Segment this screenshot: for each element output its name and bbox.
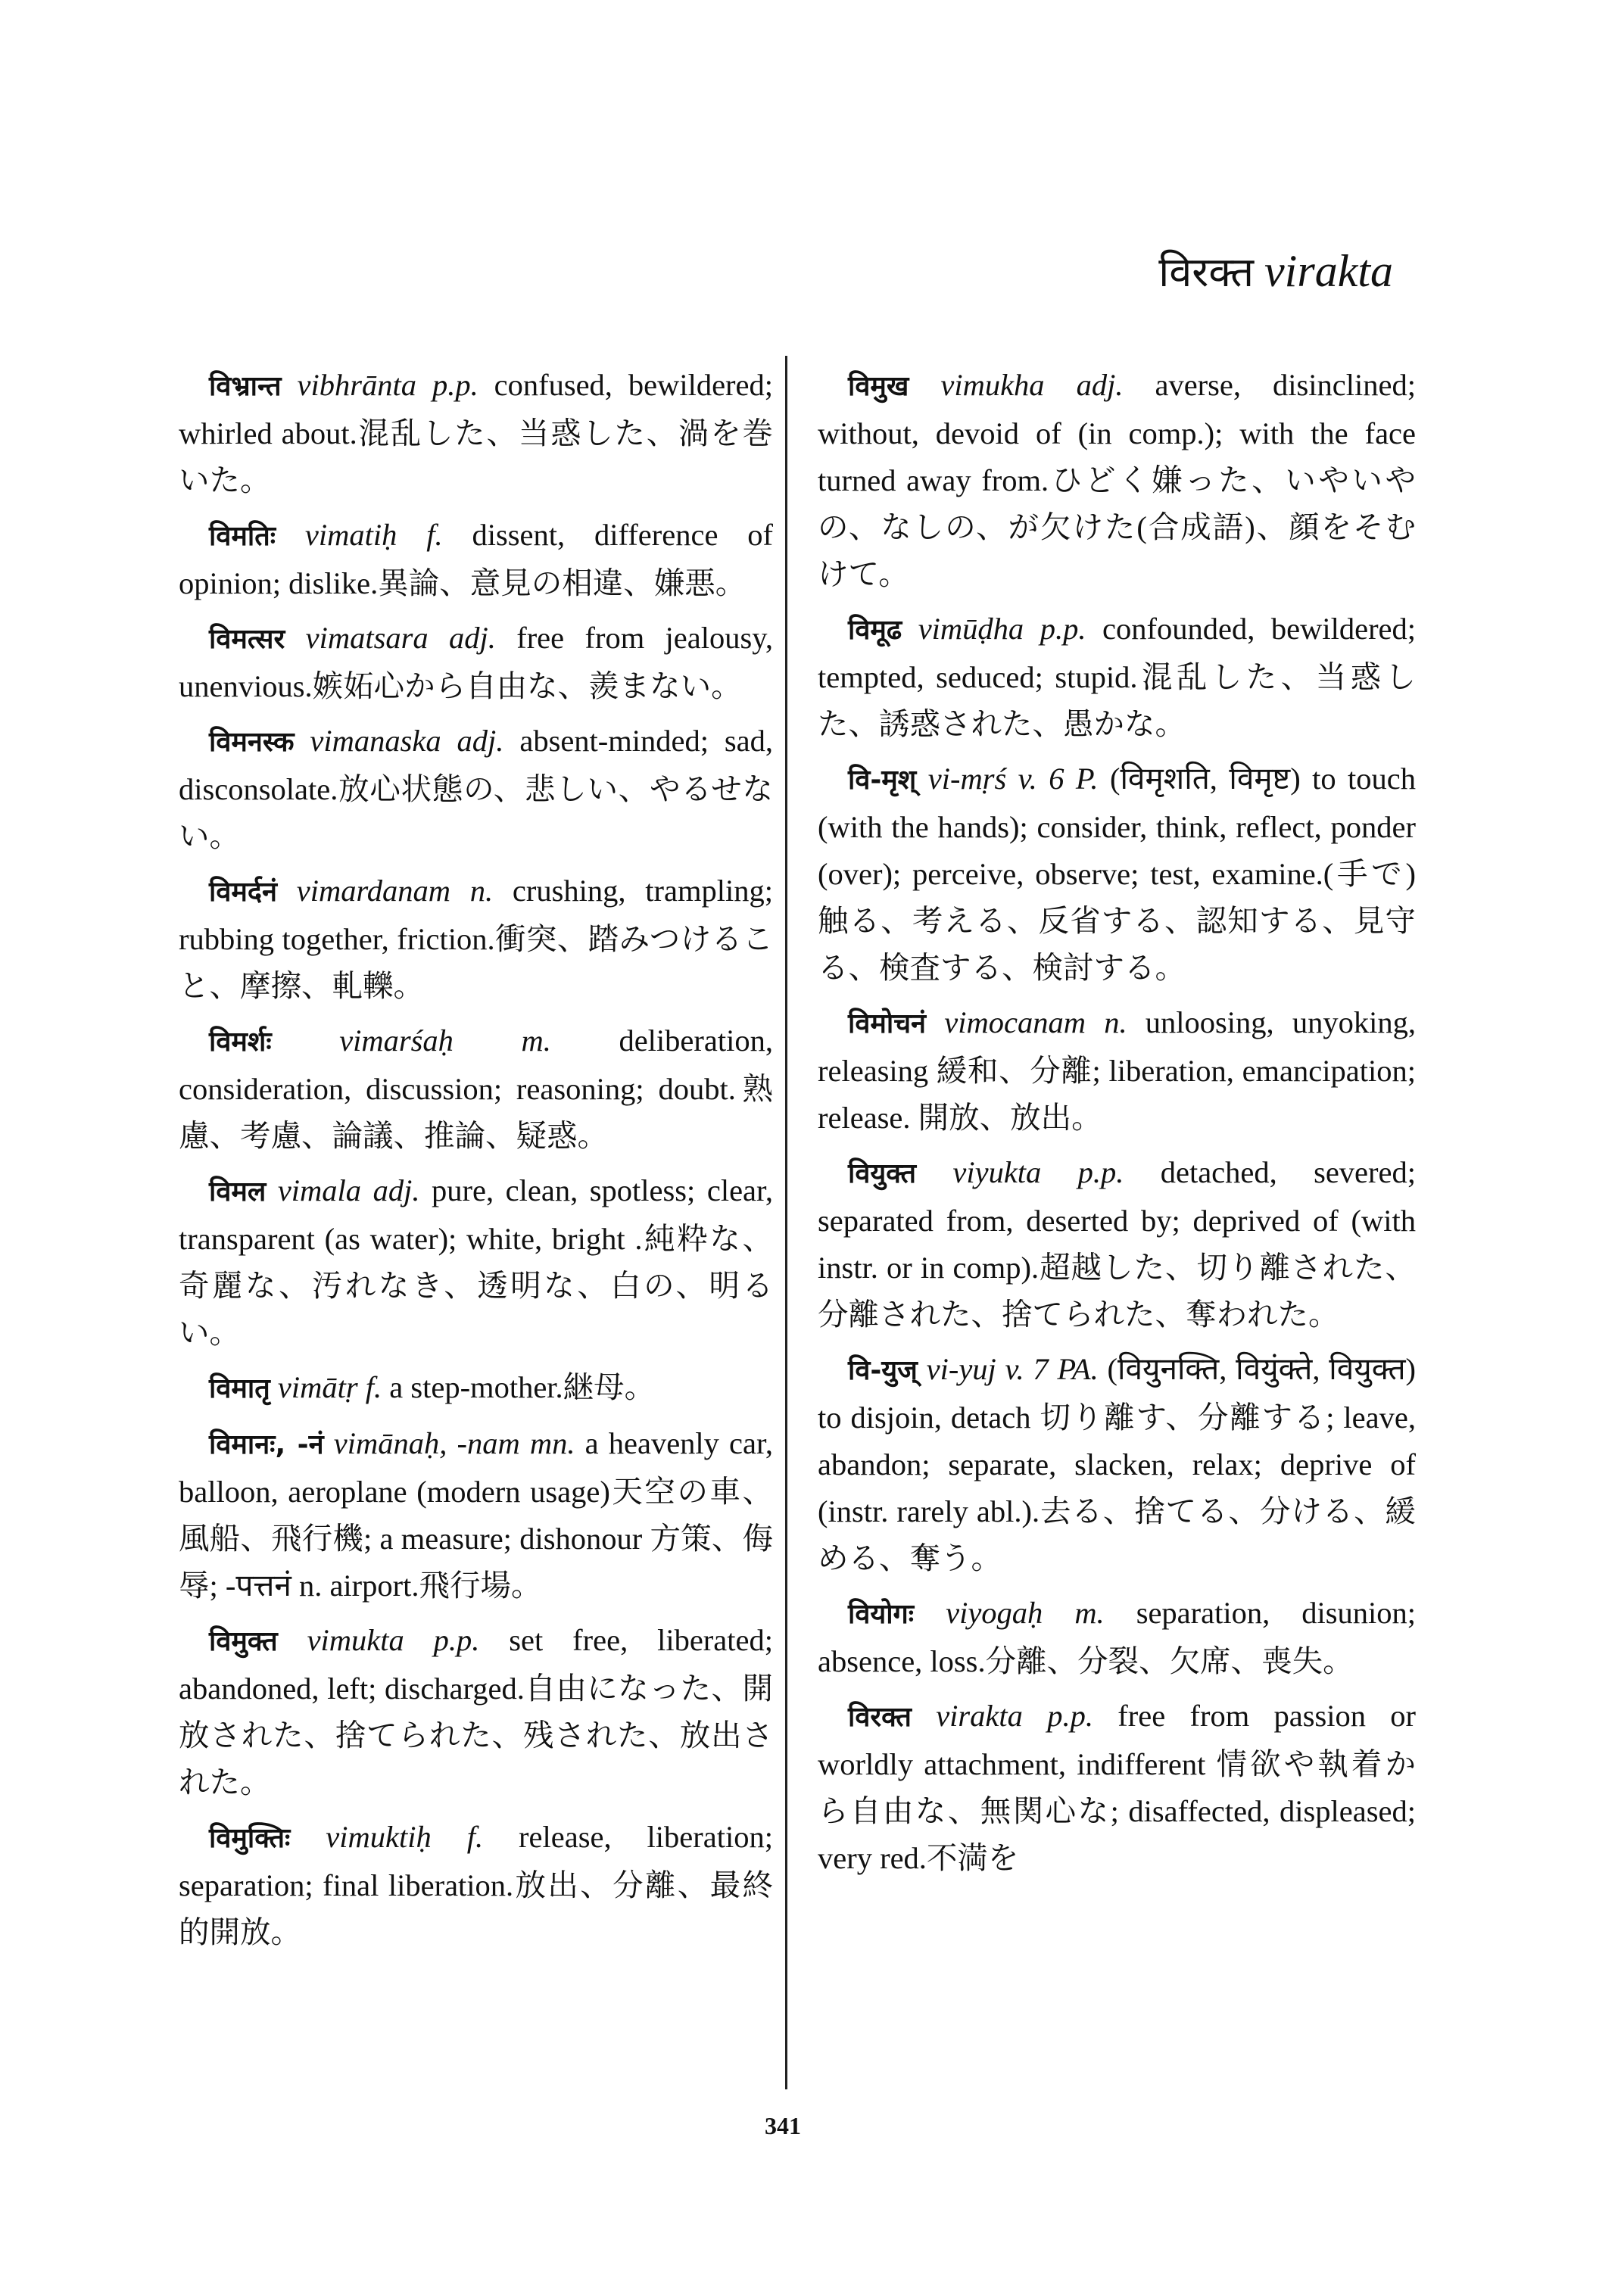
entry-grammar: p.p. [1077,1155,1124,1189]
entry-definition: free from jealousy, unenvious.嫉妬心から自由な、羨まない。 [179,621,774,703]
entry-headword: वियोगः [848,1599,915,1630]
dictionary-entry [818,999,1416,1142]
entry-headword: विमर्शः [209,1027,272,1058]
dictionary-entry [818,1590,1416,1685]
entry-grammar: p.p. [1047,1699,1093,1733]
dictionary-entry [179,362,773,504]
dictionary-entry [818,1346,1416,1582]
entry-headword: विमोचनं [848,1008,927,1039]
entry-transliteration: viyogaḥ [946,1596,1043,1630]
entry-transliteration: vimarśaḥ [339,1023,454,1058]
dictionary-entry [818,362,1416,598]
entry-transliteration: vimocanam [944,1005,1086,1039]
entry-definition: confounded, bewildered; tempted, seduced; stupid.混乱した、当惑した、誘惑された、愚かな。 [818,612,1417,741]
entry-definition: a heavenly car, balloon, aeroplane (modern usage)天空の車、風船、飛行機; a measure; dishonour 方策、侮辱; -पत्तनं n. airport.飛行場。 [179,1426,773,1603]
entry-transliteration: virakta [936,1699,1023,1733]
entry-grammar: adj. [448,621,496,655]
dictionary-entry [818,756,1416,992]
entry-definition: release, liberation; separation; final liberation.放出、分離、最終的開放。 [179,1820,773,1949]
entry-headword: विमातृ [209,1373,270,1404]
entry-definition: pure, clean, spotless; clear, transparent (as water); white, bright .純粋な、奇麗な、汚れなき、透明な、白の、明るい。 [179,1173,774,1350]
entry-transliteration: viyukta [952,1155,1042,1189]
entry-grammar: mn. [529,1426,575,1460]
entry-grammar: p.p. [433,1623,480,1657]
entry-transliteration: vibhrānta [297,368,417,402]
left-column [179,362,773,1964]
entry-definition: unloosing, unyoking, releasing 緩和、分離; liberation, emancipation; release. 開放、放出。 [818,1005,1417,1135]
entry-transliteration: vimatiḥ [304,518,397,552]
entry-transliteration: vimatsara [305,621,429,655]
entry-grammar: p.p. [1040,612,1086,646]
dictionary-entry [818,1693,1416,1882]
entry-definition: dissent, difference of opinion; dislike.異論、意見の相違、嫌悪。 [179,518,774,600]
entry-transliteration: vi-mṛś [927,762,1007,796]
entry-transliteration: vimardanam [296,874,450,908]
entry-definition: crushing, trampling; rubbing together, friction.衝突、踏みつけること、摩擦、軋轢。 [179,874,774,1003]
entry-definition: deliberation, consideration, discussion; reasoning; doubt.熟慮、考慮、論議、推論、疑惑。 [179,1023,773,1153]
entry-definition: absent-minded; sad, disconsolate.放心状態の、悲しい、やるせない。 [179,724,774,853]
entry-headword: वियुक्त [848,1158,917,1189]
entry-definition: confused, bewildered; whirled about.混乱した、当惑した、渦を巻いた。 [179,368,774,497]
dictionary-entry [179,1167,773,1357]
dictionary-entry [818,1149,1416,1338]
entry-transliteration: vimukta [307,1623,404,1657]
dictionary-entry [179,1420,773,1609]
entry-grammar: adj. [1076,368,1124,402]
dictionary-entry [179,1017,773,1160]
dictionary-entry [179,512,773,607]
entry-grammar: v. 6 P. [1018,762,1099,796]
entry-headword: विमत्सर [209,624,285,655]
entry-headword: विमुक्तिः [209,1823,291,1854]
entry-grammar: adj. [457,724,504,758]
dictionary-entry [179,868,773,1010]
entry-transliteration: vimanaska [310,724,441,758]
running-header-roman: virakta [1264,246,1393,296]
entry-headword: विरक्त [848,1702,912,1733]
entry-transliteration: vimātṛ [277,1370,358,1404]
column-divider [785,356,787,2089]
dictionary-entry [179,1364,773,1413]
entry-definition: averse, disinclined; without, devoid of (in comp.); with the face turned away from.ひどく嫌った、いやいやの、なしの、が欠けた(合成語)、顔をそむけて。 [818,368,1417,591]
entry-transliteration: vimala [277,1173,362,1207]
entry-grammar: m. [521,1023,551,1058]
entry-transliteration: vimukha [940,368,1045,402]
entry-definition: a step-mother.継母。 [389,1370,656,1404]
entry-transliteration: vimūḍha [918,612,1024,646]
entry-grammar: v. 7 PA. [1005,1352,1099,1386]
dictionary-entry [179,615,773,710]
entry-transliteration: vimuktiḥ [326,1820,432,1854]
entry-definition: free from passion or worldly attachment, indifferent 情欲や執着から自由な、無関心な; disaffected, displeased; very red.不満を [818,1699,1417,1875]
entry-grammar: f. [426,518,443,552]
entry-headword: विमतिः [209,521,276,552]
running-header [1158,248,1393,294]
entry-grammar: f. [365,1370,382,1404]
entry-transliteration: vi-yuj [926,1352,996,1386]
entry-headword: विमल [209,1176,267,1207]
entry-grammar: n. [469,874,494,908]
entry-headword: वि-मृश् [848,765,917,796]
entry-definition: detached, severed; separated from, deserted by; deprived of (with instr. or in comp).超越した、切り離された、分離された、捨てられた、奪われた。 [818,1155,1417,1332]
dictionary-entry [179,1814,773,1956]
right-column [818,362,1416,1890]
entry-definition: separation, disunion; absence, loss.分離、分裂、欠席、喪失。 [818,1596,1417,1678]
dictionary-entry [179,1617,773,1806]
entry-headword: विमुख [848,371,909,402]
entry-grammar: adj. [372,1173,420,1207]
entry-headword: विमनस्क [209,727,295,758]
entry-definition: (विमृशति, विमृष्ट) to touch (with the hands); consider, think, reflect, ponder (over); perceive, observe; test, examine.(手で)触る、考える、反省する、認知する、見守る、検査する、検討する。 [818,762,1417,985]
page-number: 341 [765,2112,801,2139]
dictionary-entry [818,606,1416,748]
entry-definition: set free, liberated; abandoned, left; discharged.自由になった、開放された、捨てられた、残された、放出された。 [179,1623,773,1799]
entry-headword: विमूढ [848,615,902,646]
dictionary-entry [179,718,773,860]
running-header-devanagari: विरक्त [1158,248,1255,296]
entry-headword: विमुक्त [209,1626,278,1657]
entry-definition: (वियुनक्ति, वियुंक्ते, वियुक्त) to disjoin, detach 切り離す、分離する; leave, abandon; separate, slacken, relax; deprive of (instr. rarely abl.).去る、捨てる、分ける、緩める、奪う。 [818,1352,1417,1575]
entry-grammar: n. [1104,1005,1127,1039]
entry-transliteration: vimānaḥ, -nam [333,1426,520,1460]
entry-headword: विमर्दनं [209,877,277,908]
entry-headword: वि-युज् [848,1355,918,1386]
entry-grammar: p.p. [432,368,478,402]
entry-headword: विमानः, -नं [209,1429,324,1460]
entry-headword: विभ्रान्त [209,371,282,402]
entry-grammar: m. [1074,1596,1105,1630]
entry-grammar: f. [466,1820,484,1854]
